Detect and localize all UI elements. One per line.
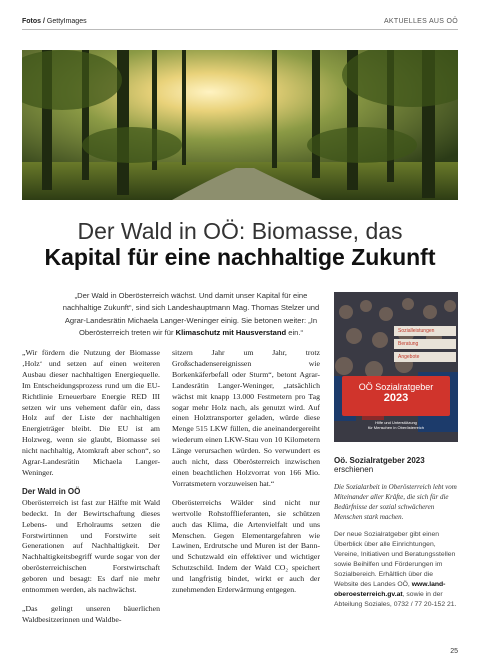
subheading: Der Wald in OÖ: [22, 486, 81, 496]
cover-year: 2023: [383, 392, 409, 404]
photo-credit: [22, 18, 87, 25]
paragraph: Oberösterreich ist fast zur Hälfte mit Wald bedeckt. In der Bewirtschaftung dieses Lebens- und Erholraums setzen die Forstwirtinnen und Forstwirte seit Generationen auf Nachhaltigkeit. Der Nachhaltigkeitsbegriff wurde sogar von der oberösterreichischen Forstwirtschaft geboren und besagt: Es darf nie mehr entnommen werden, als nachwächst.: [22, 497, 160, 595]
cover-title-banner: [342, 376, 450, 416]
article-column-1: [22, 348, 160, 634]
cover-tag: Sozialleistungen: [394, 326, 456, 336]
cover-title: OÖ Sozialratgeber: [358, 382, 434, 392]
caption-subtitle: erschienen: [334, 465, 374, 474]
lead-text-end: ein.“: [286, 328, 304, 338]
credit-label: Fotos /: [22, 18, 45, 25]
sidebar-quote: Die Sozialarbeit in Oberösterreich lebt vom Miteinander aller Kräfte, die sich für die Bedürfnisse der sozial schwächeren Menschen stark machen.: [334, 483, 457, 521]
paragraph: Oberösterreichs Wälder sind nicht nur wertvolle Rohstofflieferanten, sie schützen auch das Klima, die Artenvielfalt und uns Menschen. Gegen Elementargefahren wie Lawinen, Erdrutsche und Muren ist der Bann- und Schutzwald ein effektiver und wichtiger Schutzschild. Indem der Wald CO₂ speichert und langfristig bindet, wirkt er auch der zunehmenden Erderwärmung entgegen.: [172, 497, 320, 595]
lead-paragraph: [60, 290, 322, 340]
cover-subtitle-line: Hilfe und Unterstützung: [375, 420, 417, 425]
credit-source: GettyImages: [46, 18, 87, 25]
sidebar-body: [334, 530, 458, 610]
page-number: 25: [450, 648, 458, 655]
forest-illustration: [22, 50, 458, 200]
hero-forest-photo: [22, 50, 458, 200]
paragraph: „Das gelingt unseren bäuerlichen Waldbesitzerinnen und Waldbe-: [22, 603, 160, 624]
headline-line-2: Kapital für eine nachhaltige Zukunft: [44, 244, 436, 270]
lead-highlight: Klimaschutz mit Hausverstand: [175, 328, 287, 338]
sidebar-body-text: Der neue Sozialratgeber gibt einen Überblick über alle Einrichtungen, Vereine, Initiativen und Beratungsstellen sowie Beihilfen und Förderungen im Sozialbereich. Erhältlich über die Website des Landes OÖ,: [334, 531, 456, 588]
lead-text-start: „Der Wald in Oberösterreich wächst. Und damit unser Kapital für eine nachhaltige Zukunft“, sind sich Landeshauptmann Mag. Thomas Stelzer und Agrar-Landesrätin Michaela Langer-Weninger einig. Sie betonen weiter: „In Oberösterreich treten wir für: [62, 291, 320, 338]
section-label: AKTUELLES AUS OÖ: [383, 18, 458, 25]
cover-subtitle-line: für Menschen in Oberösterreich: [367, 425, 425, 430]
sidebar-box: [334, 292, 458, 610]
cover-tag: Angebote: [394, 352, 456, 362]
page-header: [22, 18, 458, 32]
caption-title: Oö. Sozialratgeber 2023: [334, 456, 425, 465]
website-link[interactable]: www.land-oberoesterreich.gv.at: [334, 581, 446, 598]
sozialratgeber-cover: [334, 292, 458, 442]
cover-tags: [394, 326, 456, 362]
sidebar-body-tail: , sowie in der Abteilung Soziales, 0732 / 77 20-152 21.: [334, 591, 457, 608]
paragraph: sitzern Jahr um Jahr, trotz Großschadensereignissen wie Borkenkäferbefall oder Sturm“, betont Agrar-Landesrätin Langer-Weninger, „tatsächlich wächst mit knapp 13.000 Festmetern pro Tag sogar mehr Holz nach, als genutzt wird. Auf einen Holztransporter geladen, würde diese Menge 515 LKW füllen, die aneinandergereiht wiederum einen LKW-Stau von 10 Kilometern Länge verursachen würden. So verwundert es auch nicht, dass Oberösterreich inzwischen einen beachtlichen Holzvorrat von 166 Mio. Vorratsmetern vorzuweisen hat.“: [172, 348, 320, 488]
paragraph: „Wir fördern die Nutzung der Biomasse ‚Holz‘ und setzen auf einen weiteren Ausbau dieser nachhaltigen Energiequelle. Im Entscheidungsprozess rund um die EU-Richtlinie Erneuerbare Energie RED III setzen wir uns vehement dafür ein, dass Holz auf der Liste der nachhaltigen Energieträger bleibt. Die EU ist am Holzweg, wenn sie glaubt, Biomasse sei nicht nachhaltig, Atomkraft aber schon“, so Agrar-Landesrätin Michaela Langer-Weninger.: [22, 348, 160, 477]
header-divider: [22, 29, 458, 30]
cover-subtitle: [342, 420, 450, 430]
article-column-2: [172, 348, 320, 604]
cover-tag: Beratung: [394, 339, 456, 349]
headline-line-1: Der Wald in OÖ: Biomasse, das: [77, 218, 403, 244]
sidebar-caption: [334, 456, 458, 465]
